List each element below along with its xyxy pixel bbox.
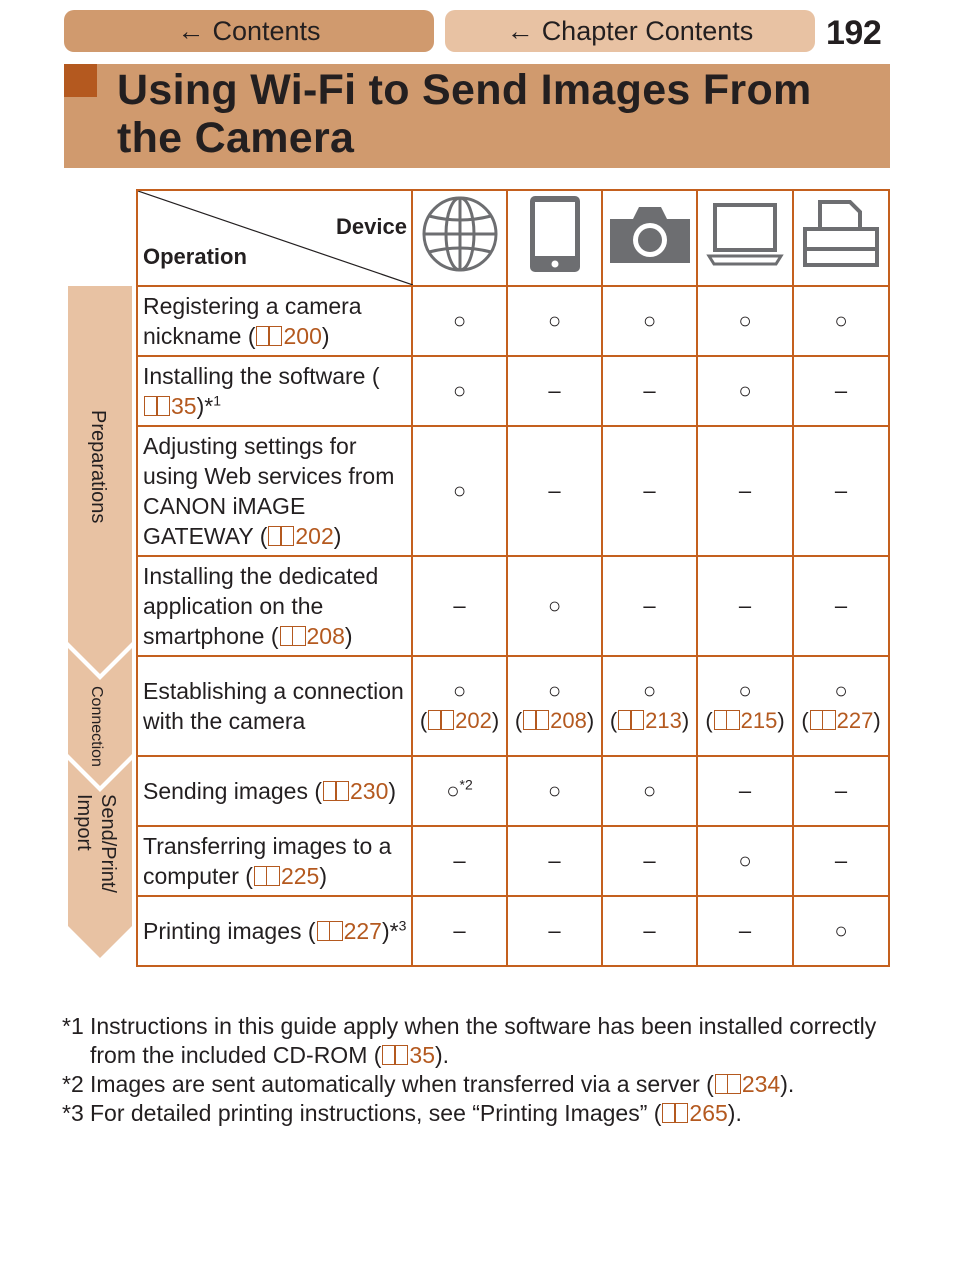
support-cell <box>697 556 793 656</box>
device-computer-cell <box>697 190 793 286</box>
page-ref-number: 202 <box>295 523 334 549</box>
table-row <box>137 826 889 896</box>
footnote-mark: *2 <box>459 776 473 793</box>
footnote-mark: 3 <box>398 917 407 934</box>
support-mark: ○ <box>642 308 657 333</box>
support-cell <box>793 896 889 966</box>
support-mark: ○ <box>738 378 752 403</box>
support-mark: ○ <box>452 478 467 503</box>
device-smartphone-cell <box>507 190 602 286</box>
camera-icon <box>607 203 693 265</box>
support-cell <box>507 286 602 356</box>
table-row <box>137 356 889 426</box>
support-cell <box>602 286 697 356</box>
support-cell <box>507 656 602 756</box>
device-printer-cell <box>793 190 889 286</box>
table-row <box>137 286 889 356</box>
footnote <box>62 1099 892 1128</box>
table-row <box>137 556 889 656</box>
globe-icon <box>420 194 500 274</box>
page-title: Using Wi-Fi to Send Images From the Camera <box>117 66 812 162</box>
support-mark: – <box>453 918 466 943</box>
support-cell <box>507 426 602 556</box>
operation-cell <box>137 896 412 966</box>
page-ref-link[interactable] <box>713 708 778 733</box>
operation-text-end: ) <box>333 523 342 549</box>
operation-text-end: ) <box>321 323 330 349</box>
operation-cell <box>137 426 412 556</box>
paren-close: ) <box>586 708 595 733</box>
support-cell <box>507 556 602 656</box>
operation-text-end: ) <box>319 863 327 889</box>
support-mark: ○ <box>834 308 848 333</box>
book-icon <box>280 626 306 646</box>
page-ref-link[interactable] <box>316 918 382 944</box>
operation-text: Installing the dedicated application on the smartphone ( <box>143 563 379 649</box>
support-mark: – <box>548 378 561 403</box>
footnote-body: Images are sent automatically when transferred via a server ( <box>90 1071 714 1097</box>
operation-text-end: )* <box>196 393 214 419</box>
page-ref-number: 208 <box>306 623 345 649</box>
contents-button[interactable] <box>64 10 434 52</box>
footnote-end: ). <box>435 1042 450 1068</box>
header-device: Device <box>336 214 407 239</box>
operation-cell <box>137 556 412 656</box>
printer-icon <box>802 199 880 269</box>
footnote-marker: *3 <box>62 1100 84 1126</box>
book-icon <box>254 866 280 886</box>
support-mark: ○ <box>642 778 657 803</box>
operation-cell <box>137 656 412 756</box>
page-ref-number: 213 <box>645 708 682 733</box>
support-mark: – <box>643 918 656 943</box>
book-icon <box>256 326 282 346</box>
support-cell <box>602 356 697 426</box>
support-cell <box>793 556 889 656</box>
support-mark: ○ <box>642 678 657 703</box>
support-cell <box>412 756 507 826</box>
support-cell <box>697 426 793 556</box>
smartphone-icon <box>528 194 582 274</box>
operation-text: Transferring images to a computer ( <box>143 833 392 889</box>
support-mark: – <box>643 378 656 403</box>
support-cell <box>793 756 889 826</box>
support-mark: – <box>453 848 466 873</box>
operation-text: Adjusting settings for using Web services from CANON iMAGE GATEWAY ( <box>143 433 395 549</box>
table-row <box>137 426 889 556</box>
operation-cell <box>137 286 412 356</box>
table-row <box>137 656 889 756</box>
book-icon <box>268 526 294 546</box>
support-cell <box>412 826 507 896</box>
paren-open: ( <box>609 708 618 733</box>
support-mark: – <box>643 593 656 618</box>
support-mark: ○ <box>547 678 562 703</box>
support-mark: – <box>548 918 561 943</box>
support-cell <box>793 286 889 356</box>
support-mark: ○ <box>452 678 467 703</box>
footnote-text <box>90 1099 742 1128</box>
support-cell <box>602 826 697 896</box>
support-mark: ○ <box>834 678 848 703</box>
operation-cell <box>137 756 412 826</box>
paren-open: ( <box>705 708 713 733</box>
book-icon <box>428 710 454 730</box>
book-icon <box>382 1045 408 1065</box>
page-ref-number: 202 <box>455 708 492 733</box>
support-cell <box>793 656 889 756</box>
support-cell <box>697 656 793 756</box>
chapter-contents-label: Chapter Contents <box>541 15 754 46</box>
support-cell <box>412 356 507 426</box>
footnote-end: ). <box>780 1071 795 1097</box>
support-mark: ○ <box>547 593 562 618</box>
support-cell <box>602 556 697 656</box>
support-cell <box>507 826 602 896</box>
paren-open: ( <box>801 708 809 733</box>
footnote-body: Instructions in this guide apply when the software has been installed correctly from the included CD-ROM ( <box>90 1013 877 1068</box>
footnotes <box>62 1012 892 1128</box>
operation-cell <box>137 826 412 896</box>
page-ref-number: 200 <box>283 323 322 349</box>
support-cell <box>507 356 602 426</box>
page-ref-number: 265 <box>689 1100 728 1126</box>
page-ref-number: 215 <box>740 708 778 733</box>
paren-close: ) <box>777 708 785 733</box>
page-ref-link[interactable] <box>661 1100 727 1126</box>
support-cell <box>412 286 507 356</box>
page-ref-link[interactable] <box>143 393 197 419</box>
page-ref-link[interactable] <box>617 708 682 733</box>
page-ref-number: 227 <box>343 918 382 944</box>
wifi-operations-table <box>136 189 890 967</box>
chapter-contents-button[interactable] <box>445 10 815 52</box>
support-mark: – <box>834 848 848 873</box>
support-cell <box>412 656 507 756</box>
table-row <box>137 896 889 966</box>
footnote-body: For detailed printing instructions, see “Printing Images” ( <box>90 1100 662 1126</box>
footnote-end: ). <box>727 1100 742 1126</box>
support-cell <box>793 356 889 426</box>
paren-open: ( <box>419 708 428 733</box>
book-icon <box>317 921 343 941</box>
tab-send-line2: Import <box>73 794 95 851</box>
page-ref-link[interactable] <box>267 523 333 549</box>
device-globe-cell <box>412 190 507 286</box>
support-mark: – <box>834 478 848 503</box>
support-cell <box>412 426 507 556</box>
computer-icon <box>706 202 784 266</box>
tab-preparations[interactable]: Preparations <box>87 410 109 524</box>
operation-text: Establishing a connection with the camera <box>143 678 404 734</box>
support-mark: – <box>453 593 466 618</box>
support-cell <box>793 826 889 896</box>
table-row <box>137 756 889 826</box>
support-mark: – <box>834 778 848 803</box>
book-icon <box>662 1103 688 1123</box>
book-icon <box>144 396 170 416</box>
support-cell <box>412 556 507 656</box>
operation-text: Printing images ( <box>143 918 316 944</box>
table-header-row <box>137 190 889 286</box>
page-ref-link[interactable] <box>279 623 345 649</box>
page-ref-link[interactable] <box>322 778 388 804</box>
operation-text-end: ) <box>388 778 397 804</box>
support-mark: ○ <box>738 308 752 333</box>
support-mark: – <box>738 593 752 618</box>
page-ref-link[interactable] <box>427 708 492 733</box>
paren-open: ( <box>514 708 523 733</box>
tab-send-line1: Send/Print/ <box>97 794 119 893</box>
footnote-mark: 1 <box>213 392 222 409</box>
support-cell <box>602 756 697 826</box>
page-ref-link[interactable] <box>381 1042 435 1068</box>
support-mark: – <box>738 778 752 803</box>
footnote <box>62 1070 892 1099</box>
page-ref-number: 234 <box>741 1071 781 1097</box>
support-cell <box>507 896 602 966</box>
device-camera-cell <box>602 190 697 286</box>
page-ref-link[interactable] <box>253 863 319 889</box>
page-number: 192 <box>826 14 882 52</box>
footnote-text <box>90 1070 794 1099</box>
footnote-marker: *2 <box>62 1071 84 1097</box>
support-mark: ○ <box>452 378 467 403</box>
support-mark: – <box>738 478 752 503</box>
support-cell <box>602 426 697 556</box>
page-ref-number: 227 <box>836 708 874 733</box>
page-ref-link[interactable] <box>714 1071 780 1097</box>
operation-text-end: )* <box>381 918 399 944</box>
support-mark: ○ <box>547 778 562 803</box>
support-mark: – <box>643 478 656 503</box>
support-mark: – <box>643 848 656 873</box>
page-ref-number: 230 <box>350 778 389 804</box>
left-arrow-icon: ← <box>506 15 534 46</box>
header-operation: Operation <box>143 244 247 269</box>
page-ref-link[interactable] <box>255 323 321 349</box>
support-mark: – <box>834 378 848 403</box>
page-ref-link[interactable] <box>809 708 874 733</box>
support-cell <box>602 656 697 756</box>
tab-send-print-import[interactable] <box>72 794 120 893</box>
operation-cell <box>137 356 412 426</box>
paren-close: ) <box>873 708 881 733</box>
support-cell <box>697 286 793 356</box>
support-mark: ○ <box>738 678 752 703</box>
header-corner-cell <box>137 190 412 286</box>
operation-text: Registering a camera nickname ( <box>143 293 362 349</box>
support-cell <box>507 756 602 826</box>
book-icon <box>810 710 836 730</box>
footnote-marker: *1 <box>62 1013 84 1039</box>
support-mark: – <box>738 918 752 943</box>
book-icon <box>523 710 549 730</box>
book-icon <box>715 1074 741 1094</box>
support-mark: ○ <box>834 918 848 943</box>
operation-text-end: ) <box>344 623 353 649</box>
operation-text: Installing the software ( <box>143 363 380 389</box>
footnote-text <box>90 1012 892 1070</box>
left-arrow-icon: ← <box>177 15 205 46</box>
support-cell <box>793 426 889 556</box>
support-mark: ○ <box>738 848 752 873</box>
tab-connection[interactable]: Connection <box>88 686 105 767</box>
support-mark: ○ <box>452 308 467 333</box>
support-mark: – <box>548 848 561 873</box>
support-mark: – <box>548 478 561 503</box>
support-cell <box>697 896 793 966</box>
support-cell <box>697 826 793 896</box>
support-mark: – <box>834 593 848 618</box>
footnote <box>62 1012 892 1070</box>
title-square <box>64 64 97 97</box>
page-ref-number: 208 <box>550 708 587 733</box>
page-ref-number: 35 <box>409 1042 436 1068</box>
support-cell <box>697 756 793 826</box>
page-ref-link[interactable] <box>522 708 587 733</box>
paren-close: ) <box>491 708 500 733</box>
page-ref-number: 225 <box>280 863 320 889</box>
book-icon <box>714 710 740 730</box>
support-mark: ○ <box>547 308 562 333</box>
book-icon <box>323 781 349 801</box>
support-cell <box>412 896 507 966</box>
support-mark: ○ <box>446 778 460 803</box>
support-cell <box>697 356 793 426</box>
page-ref-number: 35 <box>171 393 197 419</box>
operation-text: Sending images ( <box>143 778 322 804</box>
book-icon <box>618 710 644 730</box>
contents-label: Contents <box>212 15 321 46</box>
support-cell <box>602 896 697 966</box>
paren-close: ) <box>681 708 690 733</box>
